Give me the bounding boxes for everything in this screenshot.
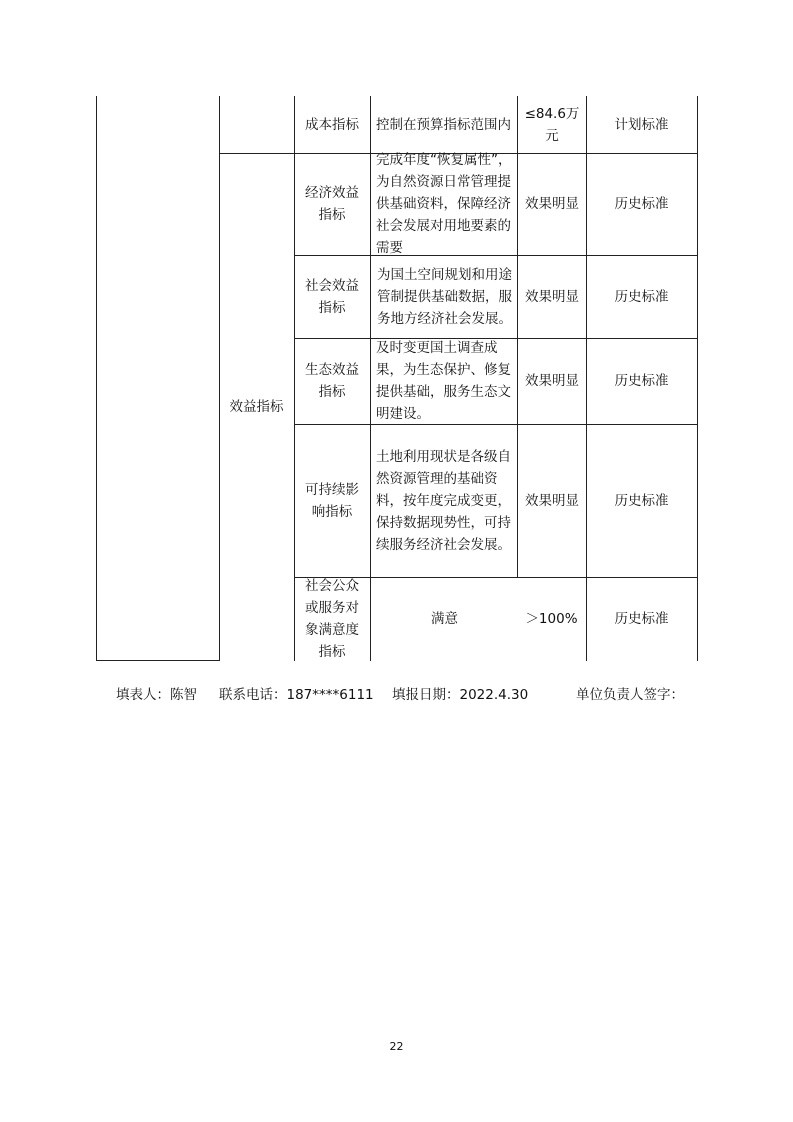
- standard-text: 历史标准: [614, 492, 669, 509]
- indicator-label: 生态效益指标: [305, 362, 359, 400]
- table-col-divider-4: [517, 96, 518, 578]
- table-row-social-content: [376, 255, 513, 338]
- table-row-ecological-content: [376, 338, 513, 424]
- content-text: 满意: [431, 611, 458, 627]
- value-text: ≤84.6万元: [524, 105, 580, 144]
- indicator-label: 成本指标: [305, 116, 359, 133]
- table-row-ecological-standard: [586, 338, 697, 424]
- table-row-ecological-value: [524, 338, 580, 424]
- content-text: 为国土空间规划和用途管制提供基础数据，服务地方经济社会发展。: [377, 266, 512, 327]
- indicator-label: 社会公众或服务对象满意度指标: [305, 578, 359, 660]
- table-border-right: [697, 96, 698, 661]
- responsible-signature: 单位负责人签字：: [576, 687, 684, 703]
- table-row-satisfaction-indicator: [300, 577, 364, 661]
- indicator-label: 经济效益指标: [305, 185, 359, 223]
- value-text: 效果明显: [525, 288, 579, 305]
- value-text: ＞100%: [525, 611, 578, 627]
- value-text: 效果明显: [525, 492, 579, 509]
- table-bottom-left: [96, 660, 219, 661]
- table-row-sustainable-content: [376, 424, 513, 577]
- standard-text: 历史标准: [614, 611, 669, 627]
- table-row-satisfaction-content: [376, 577, 513, 661]
- filler-name: 填表人：陈智: [116, 687, 197, 703]
- table-row-social-value: [524, 255, 580, 338]
- table-row-cost-indicator: [294, 96, 370, 153]
- table-row-cost-content: [376, 96, 513, 153]
- table-row-sustainable-indicator: [300, 424, 364, 577]
- table-row-satisfaction-value: [517, 577, 586, 661]
- table-row-social-standard: [586, 255, 697, 338]
- table-row-ecological-indicator: [300, 338, 364, 424]
- table-row-sustainable-standard: [586, 424, 697, 577]
- page-number: 22: [389, 1040, 404, 1053]
- value-text: 效果明显: [525, 196, 579, 212]
- value-text: 效果明显: [525, 373, 579, 389]
- table-row-cost-standard: [586, 96, 697, 153]
- content-text: 完成年度“恢复属性”，为自然资源日常管理提供基础资料，保障经济社会发展对用地要素的需要: [376, 152, 512, 256]
- indicator-label: 可持续影响指标: [305, 481, 359, 520]
- fill-date: 填报日期：2022.4.30: [392, 687, 529, 703]
- table-row-economic-standard: [586, 153, 697, 255]
- table-border-left: [96, 96, 97, 661]
- table-row-economic-content: [376, 153, 513, 255]
- standard-text: 历史标准: [614, 288, 669, 305]
- standard-text: 计划标准: [614, 116, 669, 133]
- table-row-economic-value: [524, 153, 580, 255]
- benefit-category-label: 效益指标: [229, 398, 284, 415]
- table-row-social-indicator: [300, 255, 364, 338]
- indicator-label: 社会效益指标: [305, 277, 359, 316]
- content-text: 控制在预算指标范围内: [376, 116, 511, 133]
- content-text: 土地利用现状是各级自然资源管理的基础资料，按年度完成变更，保持数据现势性，可持续服务经济社会发展。: [376, 448, 511, 553]
- content-text: 及时变更国土调查成果，为生态保护、修复提供基础，服务生态文明建设。: [376, 340, 511, 422]
- standard-text: 历史标准: [614, 196, 669, 212]
- benefit-category-cell: [219, 153, 294, 660]
- standard-text: 历史标准: [614, 373, 669, 389]
- contact-phone: 联系电话：187****6111: [219, 687, 374, 703]
- table-row-cost-value: [520, 96, 584, 153]
- table-row-sustainable-value: [524, 424, 580, 577]
- table-row-satisfaction-standard: [586, 577, 697, 661]
- table-row-economic-indicator: [300, 153, 364, 255]
